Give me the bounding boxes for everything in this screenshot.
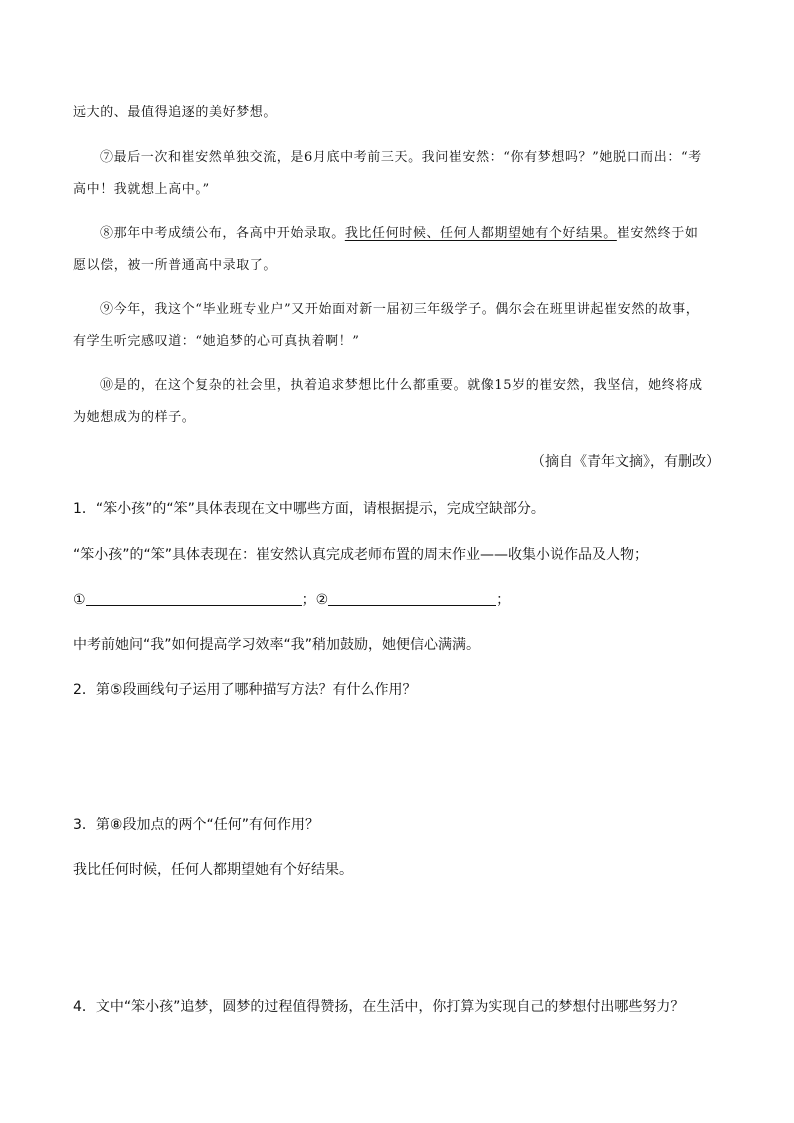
question-3-quote: 我比任何时候，任何人都期望她有个好结果。 xyxy=(73,862,353,878)
answer-blank-2[interactable] xyxy=(328,591,496,606)
question-1-prompt: 1．“笨小孩”的“笨”具体表现在文中哪些方面，请根据提示，完成空缺部分。 xyxy=(73,501,545,517)
blank-separator: ； xyxy=(301,592,316,608)
paragraph-8-text-c: 崔安然终于如 xyxy=(616,226,699,241)
question-1-context-end: 中考前她问“我”如何提高学习效率“我”稍加鼓励，她便信心满满。 xyxy=(73,637,481,653)
question-2-prompt: 2．第⑤段画线句子运用了哪种描写方法？有什么作用？ xyxy=(73,682,417,698)
source-citation: （摘自《青年文摘》，有删改） xyxy=(531,454,720,470)
answer-blank-1[interactable] xyxy=(86,591,302,606)
question-4-prompt: 4．文中“笨小孩”追梦，圆梦的过程值得赞扬，在生活中，你打算为实现自己的梦想付出哪些努力？ xyxy=(73,999,685,1015)
paragraph-8-underlined-sentence: 我比任何时候、任何人都期望她有个好结果。 xyxy=(344,226,617,241)
paragraph-8-line-1 xyxy=(100,225,698,243)
question-3-prompt: 3．第⑧段加点的两个“任何”有何作用？ xyxy=(73,817,319,833)
paragraph-6-end: 远大的、最值得追逐的美好梦想。 xyxy=(73,105,278,120)
question-1-blanks xyxy=(73,591,510,609)
paragraph-8-text-a: ⑧那年中考成绩公布，各高中开始录取。 xyxy=(100,226,345,241)
question-1-context: “笨小孩”的“笨”具体表现在：崔安然认真完成老师布置的周末作业——收集小说作品及人物； xyxy=(73,547,649,563)
paragraph-7-line-2: 高中！我就想上高中。” xyxy=(73,182,210,197)
blank-2-marker: ② xyxy=(315,592,329,608)
paragraph-10-line-2: 为她想成为的样子。 xyxy=(73,410,196,425)
paragraph-7-line-1: ⑦最后一次和崔安然单独交流，是6月底中考前三天。我问崔安然：“你有梦想吗？”她脱口而出：“考 xyxy=(100,150,702,165)
blank-1-marker: ① xyxy=(73,592,86,608)
paragraph-8-line-2: 愿以偿，被一所普通高中录取了。 xyxy=(73,258,278,273)
blank-end-punct: ； xyxy=(496,592,511,608)
paragraph-10-line-1: ⑩是的，在这个复杂的社会里，执着追求梦想比什么都重要。就像15岁的崔安然，我坚信，她终将成 xyxy=(100,378,703,393)
paragraph-9-line-2: 有学生听完感叹道：“她追梦的心可真执着啊！” xyxy=(73,334,360,349)
paragraph-9-line-1: ⑨今年，我这个“毕业班专业户”又开始面对新一届初三年级学子。偶尔会在班里讲起崔安然的故事， xyxy=(100,302,700,317)
